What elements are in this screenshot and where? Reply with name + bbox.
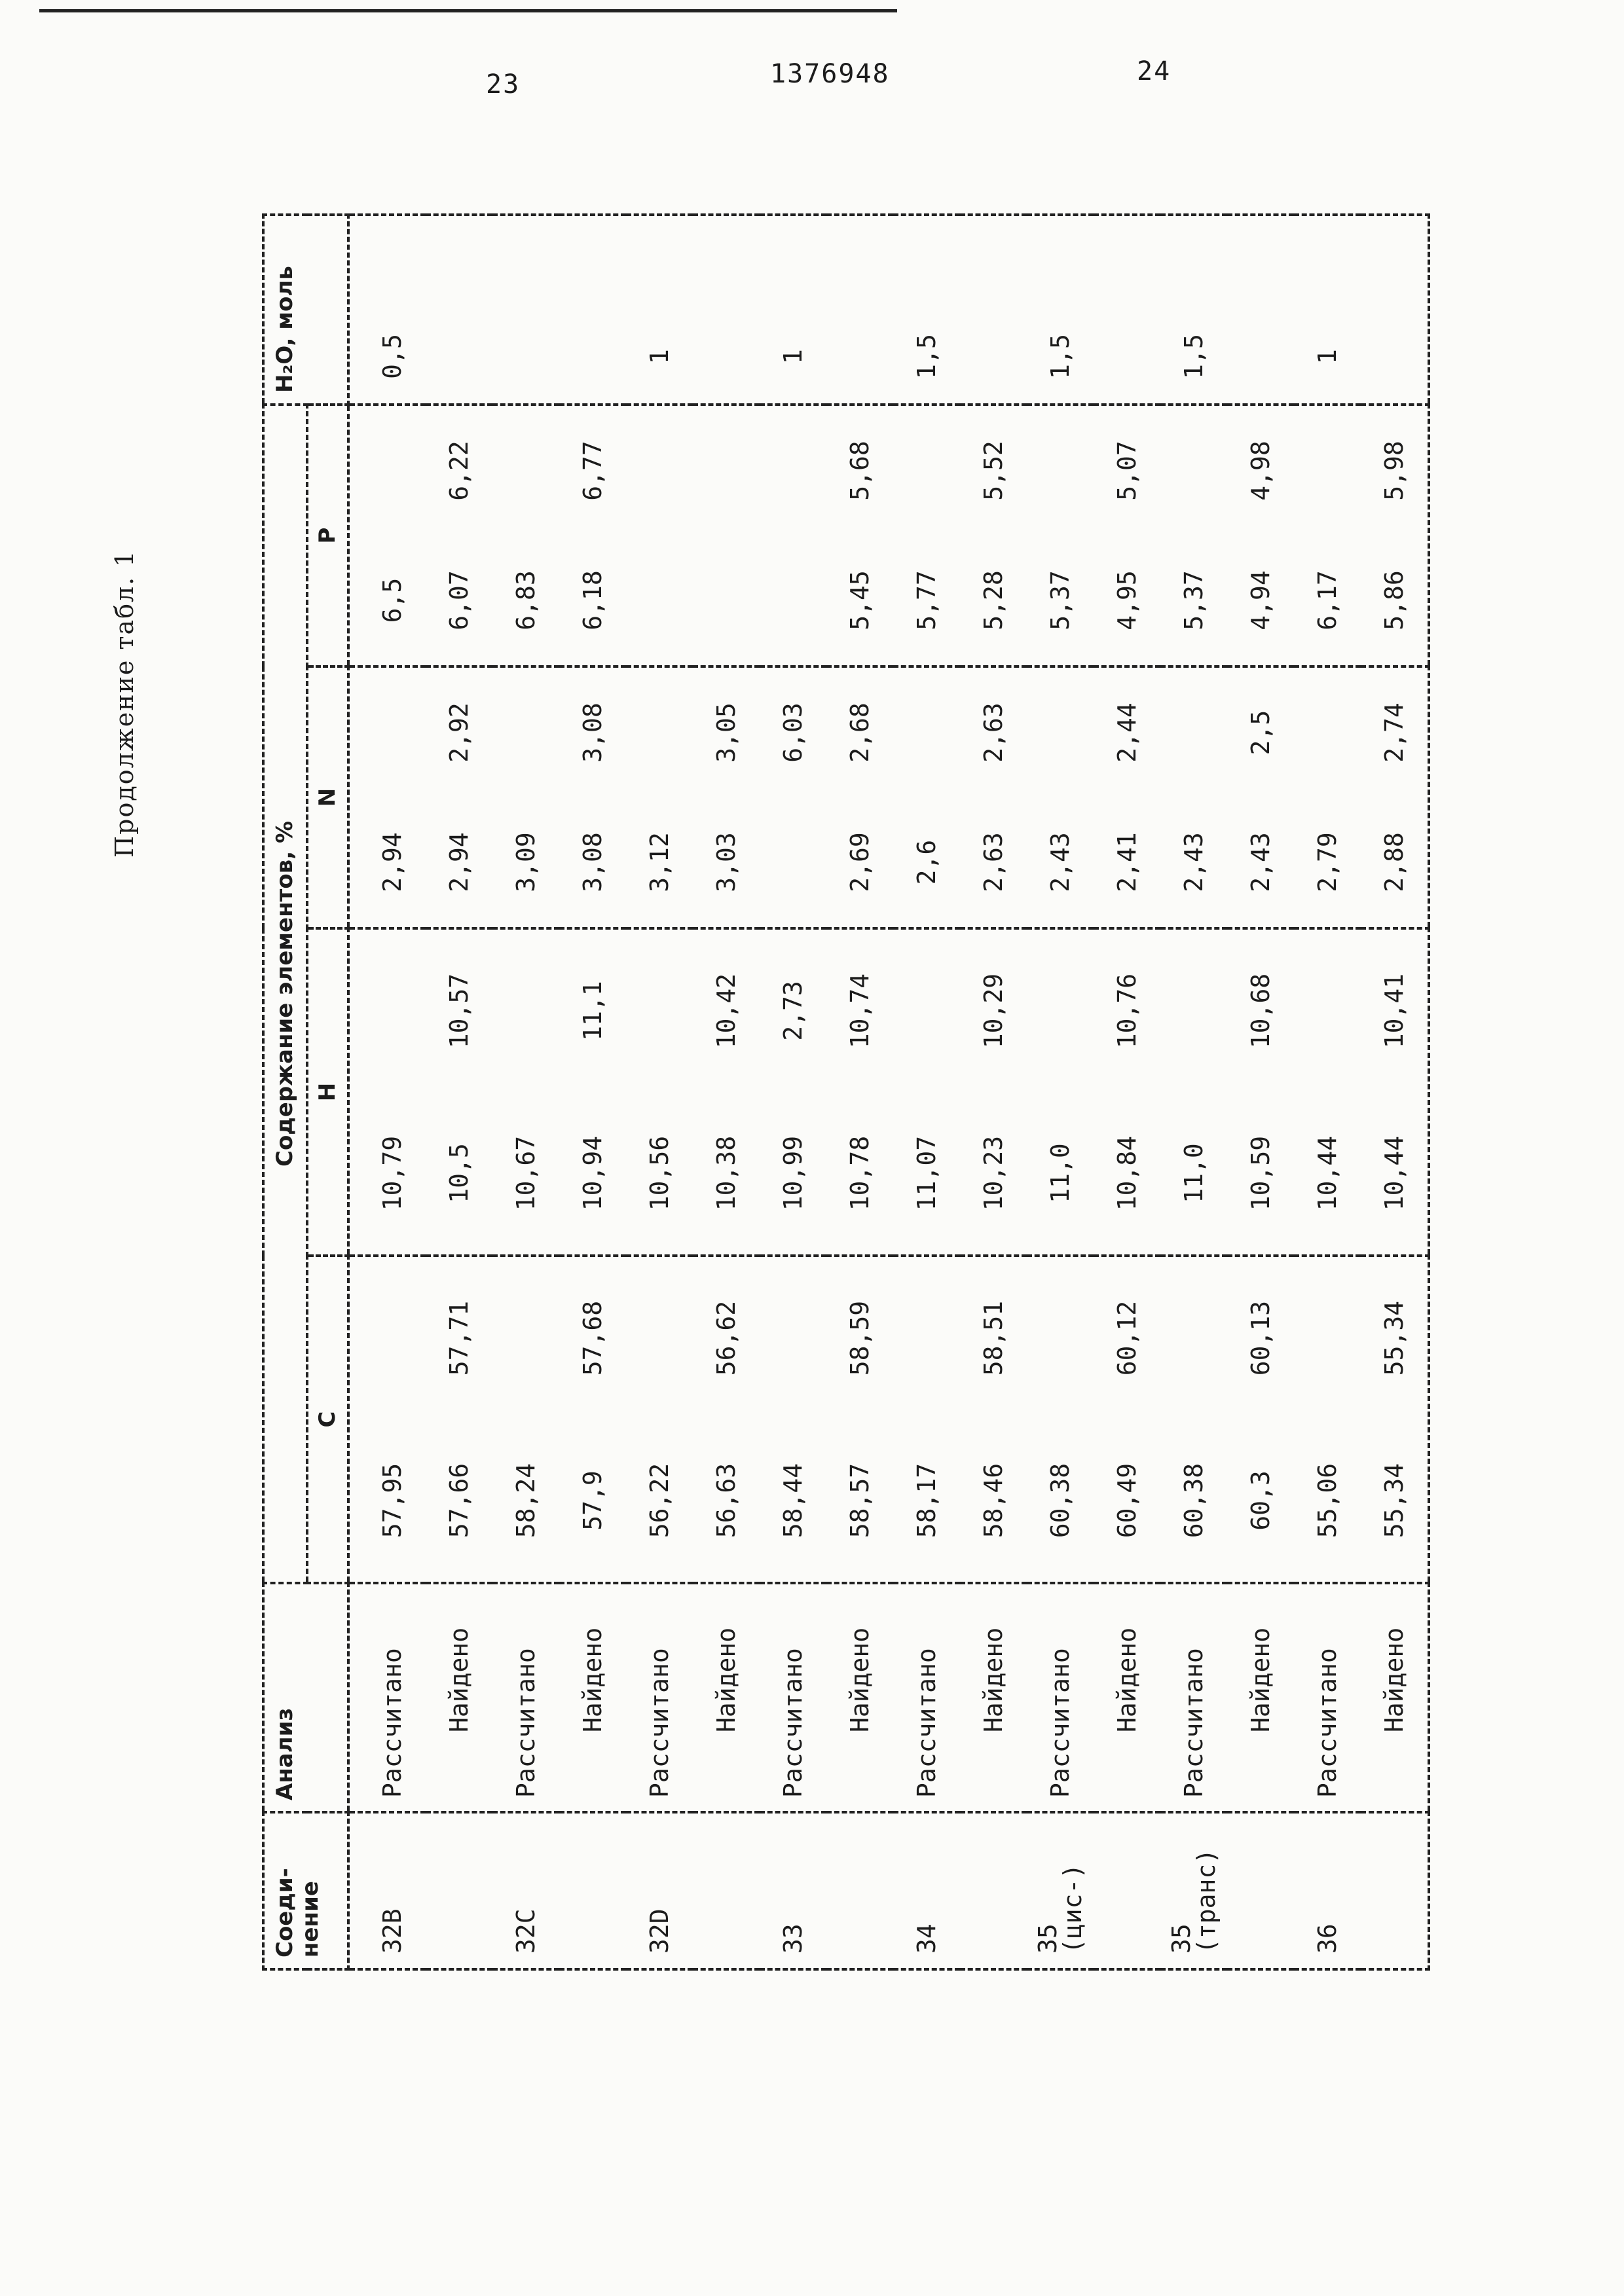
value-h2o: 1,5 [1179, 334, 1209, 379]
value-c-a: 58,46 [979, 1463, 1008, 1539]
value-c-a: 60,49 [1113, 1463, 1142, 1539]
table-row [626, 215, 693, 1969]
value-h-a: 10,56 [645, 1135, 674, 1211]
page-number-right: 24 [1137, 56, 1172, 86]
value-h-a: 10,79 [378, 1135, 407, 1211]
value-cell-p [1094, 405, 1160, 666]
value-p-a: 5,28 [979, 570, 1008, 630]
compound-isomer: (цис-) [1058, 1863, 1088, 1954]
compound-cell [1160, 1812, 1227, 1969]
compound-cell [626, 1812, 693, 1969]
value-p-b: 5,98 [1380, 441, 1409, 501]
value-cell-c [1094, 1256, 1160, 1583]
value-cell-p [492, 405, 559, 666]
value-cell-h [960, 928, 1027, 1256]
value-n-a: 2,94 [445, 832, 474, 892]
table-row [693, 215, 760, 1969]
value-cell-n [893, 666, 960, 928]
value-cell-h2o [1160, 215, 1227, 405]
analysis-cell: Рассчитано [893, 1583, 960, 1812]
compound-isomer: (транс) [1192, 1848, 1221, 1954]
table-row [1160, 215, 1227, 1969]
value-cell-h [693, 928, 760, 1256]
table-body [348, 215, 1429, 1969]
value-c-a: 58,44 [779, 1463, 808, 1539]
header-n: N [307, 666, 348, 928]
value-cell-h [492, 928, 559, 1256]
table-row [492, 215, 559, 1969]
table-row [826, 215, 893, 1969]
value-c-a: 58,57 [845, 1463, 875, 1539]
value-cell-h [826, 928, 893, 1256]
value-cell-n [960, 666, 1027, 928]
value-p-b: 5,52 [979, 441, 1008, 501]
value-cell-h2o [1027, 215, 1094, 405]
value-cell-p [626, 405, 693, 666]
analysis-cell: Рассчитано [348, 1583, 426, 1812]
patent-number: 1376948 [770, 59, 890, 89]
value-cell-n [1160, 666, 1227, 928]
analysis-cell: Найдено [1227, 1583, 1294, 1812]
value-c-b: 58,51 [979, 1300, 1008, 1376]
value-cell-h [348, 928, 426, 1256]
top-rule [39, 9, 897, 12]
value-cell-c [960, 1256, 1027, 1583]
value-c-a: 56,63 [712, 1463, 741, 1539]
value-h2o: 0,5 [378, 334, 407, 379]
compound-cell [693, 1812, 760, 1969]
value-h-b: 10,74 [845, 973, 875, 1049]
table-row [760, 215, 826, 1969]
table-row [1027, 215, 1094, 1969]
analysis-cell: Рассчитано [1160, 1583, 1227, 1812]
value-cell-h2o [626, 215, 693, 405]
value-p-a: 6,83 [511, 570, 541, 630]
value-cell-n [1027, 666, 1094, 928]
compound-cell [426, 1812, 492, 1969]
compound-cell [1027, 1812, 1094, 1969]
value-n-b: 2,5 [1246, 710, 1276, 756]
value-cell-p [893, 405, 960, 666]
value-cell-c [1294, 1256, 1361, 1583]
value-cell-h2o [826, 215, 893, 405]
value-cell-c [1227, 1256, 1294, 1583]
value-cell-h [1227, 928, 1294, 1256]
value-h-a: 10,59 [1246, 1135, 1276, 1211]
value-n-a: 3,12 [645, 832, 674, 892]
compound-cell [893, 1812, 960, 1969]
header-p: P [307, 405, 348, 666]
value-cell-n [426, 666, 492, 928]
value-h2o: 1,5 [1046, 334, 1075, 379]
value-cell-p [693, 405, 760, 666]
value-h-a: 10,78 [845, 1135, 875, 1211]
value-n-a: 2,88 [1380, 832, 1409, 892]
value-cell-c [492, 1256, 559, 1583]
analysis-cell: Рассчитано [492, 1583, 559, 1812]
value-cell-h2o [348, 215, 426, 405]
value-h-a: 10,38 [712, 1135, 741, 1211]
analysis-cell: Найдено [559, 1583, 626, 1812]
value-h-a: 11,0 [1179, 1143, 1209, 1203]
compound-cell [492, 1812, 559, 1969]
value-p-a: 5,37 [1046, 570, 1075, 630]
value-n-a: 2,43 [1246, 832, 1276, 892]
value-p-a: 6,18 [578, 570, 608, 630]
compound-cell [1227, 1812, 1294, 1969]
value-n-a: 2,63 [979, 832, 1008, 892]
value-cell-h [893, 928, 960, 1256]
value-h2o: 1,5 [912, 334, 942, 379]
compound-id: 33 [779, 1923, 808, 1954]
value-cell-h [559, 928, 626, 1256]
table-row [426, 215, 492, 1969]
value-h-a: 11,0 [1046, 1143, 1075, 1203]
value-cell-h [626, 928, 693, 1256]
compound-id: 35 [1167, 1923, 1196, 1954]
value-cell-h [1160, 928, 1227, 1256]
analysis-cell: Рассчитано [626, 1583, 693, 1812]
value-cell-h2o [893, 215, 960, 405]
compound-cell [760, 1812, 826, 1969]
table-row [1294, 215, 1361, 1969]
value-h-a: 10,5 [445, 1143, 474, 1203]
value-cell-p [559, 405, 626, 666]
value-cell-c [426, 1256, 492, 1583]
value-cell-c [760, 1256, 826, 1583]
analysis-cell: Найдено [960, 1583, 1027, 1812]
value-n-a: 2,6 [912, 839, 942, 885]
value-cell-h2o [960, 215, 1027, 405]
value-c-b: 57,68 [578, 1300, 608, 1376]
value-c-a: 55,34 [1380, 1463, 1409, 1539]
value-cell-p [760, 405, 826, 666]
value-cell-n [826, 666, 893, 928]
value-c-a: 57,66 [445, 1463, 474, 1539]
value-cell-h [1094, 928, 1160, 1256]
value-p-a: 6,17 [1313, 570, 1342, 630]
value-cell-p [1294, 405, 1361, 666]
value-p-b: 5,68 [845, 441, 875, 501]
header-h: H [307, 928, 348, 1256]
compound-cell [826, 1812, 893, 1969]
analysis-cell: Найдено [426, 1583, 492, 1812]
table-continuation-title: Продолжение табл. 1 [110, 549, 139, 858]
value-cell-c [1361, 1256, 1429, 1583]
value-c-a: 60,3 [1246, 1470, 1276, 1531]
rotated-table-block [110, 216, 1493, 1971]
value-h-b: 10,68 [1246, 973, 1276, 1049]
value-c-a: 55,06 [1313, 1463, 1342, 1539]
value-cell-h [1361, 928, 1429, 1256]
compound-cell [960, 1812, 1027, 1969]
value-cell-n [559, 666, 626, 928]
value-cell-n [626, 666, 693, 928]
value-p-a: 5,86 [1380, 570, 1409, 630]
analysis-cell: Рассчитано [760, 1583, 826, 1812]
value-n-b: 3,05 [712, 702, 741, 763]
table-row [893, 215, 960, 1969]
value-p-b: 6,22 [445, 441, 474, 501]
header-content: Содержание элементов, % [263, 405, 307, 1583]
value-c-b: 60,13 [1246, 1300, 1276, 1376]
value-n-b: 2,92 [445, 702, 474, 763]
value-p-a: 4,94 [1246, 570, 1276, 630]
value-cell-h [1294, 928, 1361, 1256]
value-cell-p [348, 405, 426, 666]
value-cell-h [760, 928, 826, 1256]
value-cell-n [760, 666, 826, 928]
value-p-a: 5,37 [1179, 570, 1209, 630]
value-c-b: 60,12 [1113, 1300, 1142, 1376]
value-cell-h2o [1094, 215, 1160, 405]
value-n-a: 2,79 [1313, 832, 1342, 892]
compound-id: 35 [1033, 1923, 1063, 1954]
value-cell-h2o [492, 215, 559, 405]
value-h-b: 10,42 [712, 973, 741, 1049]
value-c-a: 58,17 [912, 1463, 942, 1539]
value-cell-p [826, 405, 893, 666]
value-p-a: 4,95 [1113, 570, 1142, 630]
value-cell-c [693, 1256, 760, 1583]
value-n-a: 3,03 [712, 832, 741, 892]
value-cell-c [1160, 1256, 1227, 1583]
header-compound: Соеди-нение [263, 1812, 348, 1969]
value-h-b: 10,41 [1380, 973, 1409, 1049]
compound-cell [559, 1812, 626, 1969]
value-h-b: 2,73 [779, 981, 808, 1041]
value-cell-n [492, 666, 559, 928]
value-n-a: 3,08 [578, 832, 608, 892]
value-c-a: 57,95 [378, 1463, 407, 1539]
value-c-a: 57,9 [578, 1470, 608, 1531]
compound-id: 32D [645, 1908, 674, 1954]
value-p-a: 5,45 [845, 570, 875, 630]
value-n-a: 2,41 [1113, 832, 1142, 892]
value-cell-n [1227, 666, 1294, 928]
value-n-b: 2,74 [1380, 702, 1409, 763]
value-c-b: 56,62 [712, 1300, 741, 1376]
value-n-a: 2,94 [378, 832, 407, 892]
header-c: C [307, 1256, 348, 1583]
value-cell-n [1294, 666, 1361, 928]
header-h2o: H₂O, моль [263, 215, 348, 405]
value-c-a: 58,24 [511, 1463, 541, 1539]
table-row [1227, 215, 1294, 1969]
value-p-b: 4,98 [1246, 441, 1276, 501]
value-p-b: 5,07 [1113, 441, 1142, 501]
table-row [960, 215, 1027, 1969]
value-cell-p [960, 405, 1027, 666]
value-cell-p [1160, 405, 1227, 666]
value-p-a: 6,07 [445, 570, 474, 630]
value-n-b: 3,08 [578, 702, 608, 763]
value-h2o: 1 [645, 349, 674, 364]
value-cell-h2o [426, 215, 492, 405]
analysis-cell: Найдено [693, 1583, 760, 1812]
value-cell-h [1027, 928, 1094, 1256]
value-p-a: 5,77 [912, 570, 942, 630]
table-row [559, 215, 626, 1969]
value-n-b: 2,63 [979, 702, 1008, 763]
value-c-b: 58,59 [845, 1300, 875, 1376]
compound-id: 32B [378, 1908, 407, 1954]
value-h-a: 10,44 [1313, 1135, 1342, 1211]
value-cell-n [348, 666, 426, 928]
value-cell-h2o [1227, 215, 1294, 405]
value-h-b: 10,57 [445, 973, 474, 1049]
value-h-a: 10,44 [1380, 1135, 1409, 1211]
page-number-left: 23 [486, 69, 521, 100]
value-c-a: 56,22 [645, 1463, 674, 1539]
value-h-a: 10,67 [511, 1135, 541, 1211]
value-cell-h [426, 928, 492, 1256]
value-h-b: 10,76 [1113, 973, 1142, 1049]
value-cell-c [559, 1256, 626, 1583]
value-cell-c [626, 1256, 693, 1583]
value-h2o: 1 [1313, 349, 1342, 364]
value-n-b: 2,68 [845, 702, 875, 763]
value-cell-n [1094, 666, 1160, 928]
value-h-a: 10,84 [1113, 1135, 1142, 1211]
value-h-b: 11,1 [578, 981, 608, 1041]
value-n-a: 2,69 [845, 832, 875, 892]
value-cell-h2o [559, 215, 626, 405]
compound-cell [348, 1812, 426, 1969]
value-n-a: 3,09 [511, 832, 541, 892]
value-h-a: 11,07 [912, 1135, 942, 1211]
value-c-a: 60,38 [1046, 1463, 1075, 1539]
value-h-b: 10,29 [979, 973, 1008, 1049]
value-p-b: 6,77 [578, 441, 608, 501]
value-cell-n [693, 666, 760, 928]
value-cell-p [1361, 405, 1429, 666]
value-cell-p [426, 405, 492, 666]
value-cell-c [348, 1256, 426, 1583]
value-cell-h2o [760, 215, 826, 405]
value-cell-h2o [693, 215, 760, 405]
value-cell-p [1227, 405, 1294, 666]
compound-cell [1361, 1812, 1429, 1969]
value-c-b: 57,71 [445, 1300, 474, 1376]
value-h2o: 1 [779, 349, 808, 364]
value-cell-c [893, 1256, 960, 1583]
value-cell-c [826, 1256, 893, 1583]
value-cell-n [1361, 666, 1429, 928]
analysis-cell: Найдено [826, 1583, 893, 1812]
compound-id: 36 [1313, 1923, 1342, 1954]
header-analysis: Анализ [263, 1583, 348, 1812]
value-n-a: 2,43 [1179, 832, 1209, 892]
value-c-b: 55,34 [1380, 1300, 1409, 1376]
compound-id: 34 [912, 1923, 942, 1954]
table-row [348, 215, 426, 1969]
value-h-a: 10,99 [779, 1135, 808, 1211]
value-h-a: 10,94 [578, 1135, 608, 1211]
table-row [1361, 215, 1429, 1969]
value-p-a: 6,5 [378, 577, 407, 623]
value-n-b: 2,44 [1113, 702, 1142, 763]
value-cell-h2o [1361, 215, 1429, 405]
value-n-b: 6,03 [779, 702, 808, 763]
compound-cell [1094, 1812, 1160, 1969]
value-c-a: 60,38 [1179, 1463, 1209, 1539]
value-cell-h2o [1294, 215, 1361, 405]
analysis-cell: Найдено [1094, 1583, 1160, 1812]
elemental-analysis-table [262, 213, 1430, 1971]
value-h-a: 10,23 [979, 1135, 1008, 1211]
value-n-a: 2,43 [1046, 832, 1075, 892]
analysis-cell: Рассчитано [1027, 1583, 1094, 1812]
value-cell-c [1027, 1256, 1094, 1583]
analysis-cell: Найдено [1361, 1583, 1429, 1812]
value-cell-p [1027, 405, 1094, 666]
table-row [1094, 215, 1160, 1969]
compound-cell [1294, 1812, 1361, 1969]
compound-id: 32C [511, 1908, 541, 1954]
analysis-cell: Рассчитано [1294, 1583, 1361, 1812]
